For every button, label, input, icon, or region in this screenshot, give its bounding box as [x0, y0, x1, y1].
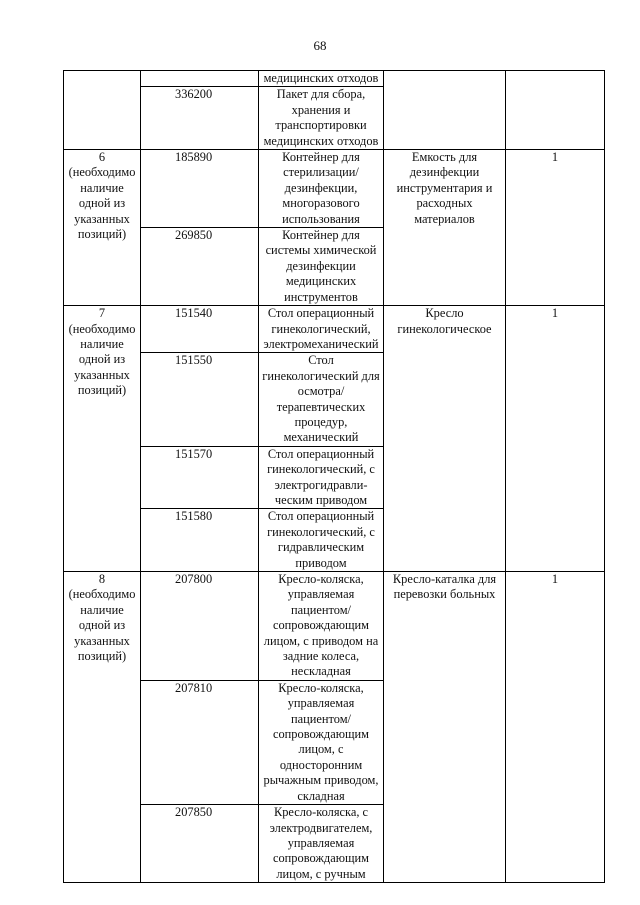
code-cell: 336200 — [141, 87, 259, 150]
group-number-cell — [64, 71, 141, 150]
code-cell: 151540 — [141, 306, 259, 353]
name-cell: Стол операционный гинекологический, с электрогидравли-ческим приводом — [259, 446, 384, 509]
table-row — [64, 306, 605, 353]
name-cell: Стол гинекологический для осмотра/ терапевтических процедур, механический — [259, 353, 384, 446]
name-cell: Кресло-коляска, управляемая пациентом/ сопровождающим лицом, с односторонним рычажным приводом, складная — [259, 680, 384, 804]
group-number-cell — [64, 150, 141, 306]
name-cell: Стол операционный гинекологический, с гидравлическим приводом — [259, 509, 384, 572]
code-cell: 185890 — [141, 150, 259, 228]
group-number: 7 — [98, 306, 106, 321]
qty-cell: 1 — [506, 150, 605, 306]
group-number-cell — [64, 572, 141, 883]
name-cell: Стол операционный гинекологический, электромеханический — [259, 306, 384, 353]
code-cell: 151570 — [141, 446, 259, 509]
name-cell: Кресло-коляска, с электродвигателем, управляемая сопровождающим лицом, с ручным — [259, 805, 384, 883]
code-cell: 151550 — [141, 353, 259, 446]
qty-cell — [506, 71, 605, 150]
group-note: (необходимо наличие одной из указанных позиций) — [68, 587, 136, 664]
equipment-table — [63, 70, 605, 883]
name-cell: Контейнер для системы химической дезинфекции медицинских инструментов — [259, 228, 384, 306]
code-cell: 207810 — [141, 680, 259, 804]
function-cell: Емкость для дезинфекции инструментария и расходных материалов — [384, 150, 506, 306]
table-row — [64, 71, 605, 87]
code-cell — [141, 71, 259, 87]
code-cell: 207800 — [141, 572, 259, 681]
code-cell: 151580 — [141, 509, 259, 572]
function-cell — [384, 71, 506, 150]
code-cell: 207850 — [141, 805, 259, 883]
function-cell: Кресло-каталка для перевозки больных — [384, 572, 506, 883]
group-number-cell — [64, 306, 141, 572]
function-cell: Кресло гинекологическое — [384, 306, 506, 572]
table-row — [64, 150, 605, 228]
name-cell: Пакет для сбора, хранения и транспортировки медицинских отходов — [259, 87, 384, 150]
table-row — [64, 572, 605, 681]
name-cell: Кресло-коляска, управляемая пациентом/ сопровождающим лицом, с приводом на задние колеса, нескладная — [259, 572, 384, 681]
qty-cell: 1 — [506, 572, 605, 883]
group-note: (необходимо наличие одной из указанных позиций) — [68, 321, 136, 398]
name-cell: Контейнер для стерилизации/ дезинфекции, многоразового использования — [259, 150, 384, 228]
group-note: (необходимо наличие одной из указанных позиций) — [68, 165, 136, 242]
group-number: 6 — [98, 150, 106, 165]
qty-cell: 1 — [506, 306, 605, 572]
page-number: 68 — [313, 38, 327, 53]
group-number: 8 — [98, 572, 106, 586]
name-cell: медицинских отходов — [259, 71, 384, 87]
code-cell: 269850 — [141, 228, 259, 306]
